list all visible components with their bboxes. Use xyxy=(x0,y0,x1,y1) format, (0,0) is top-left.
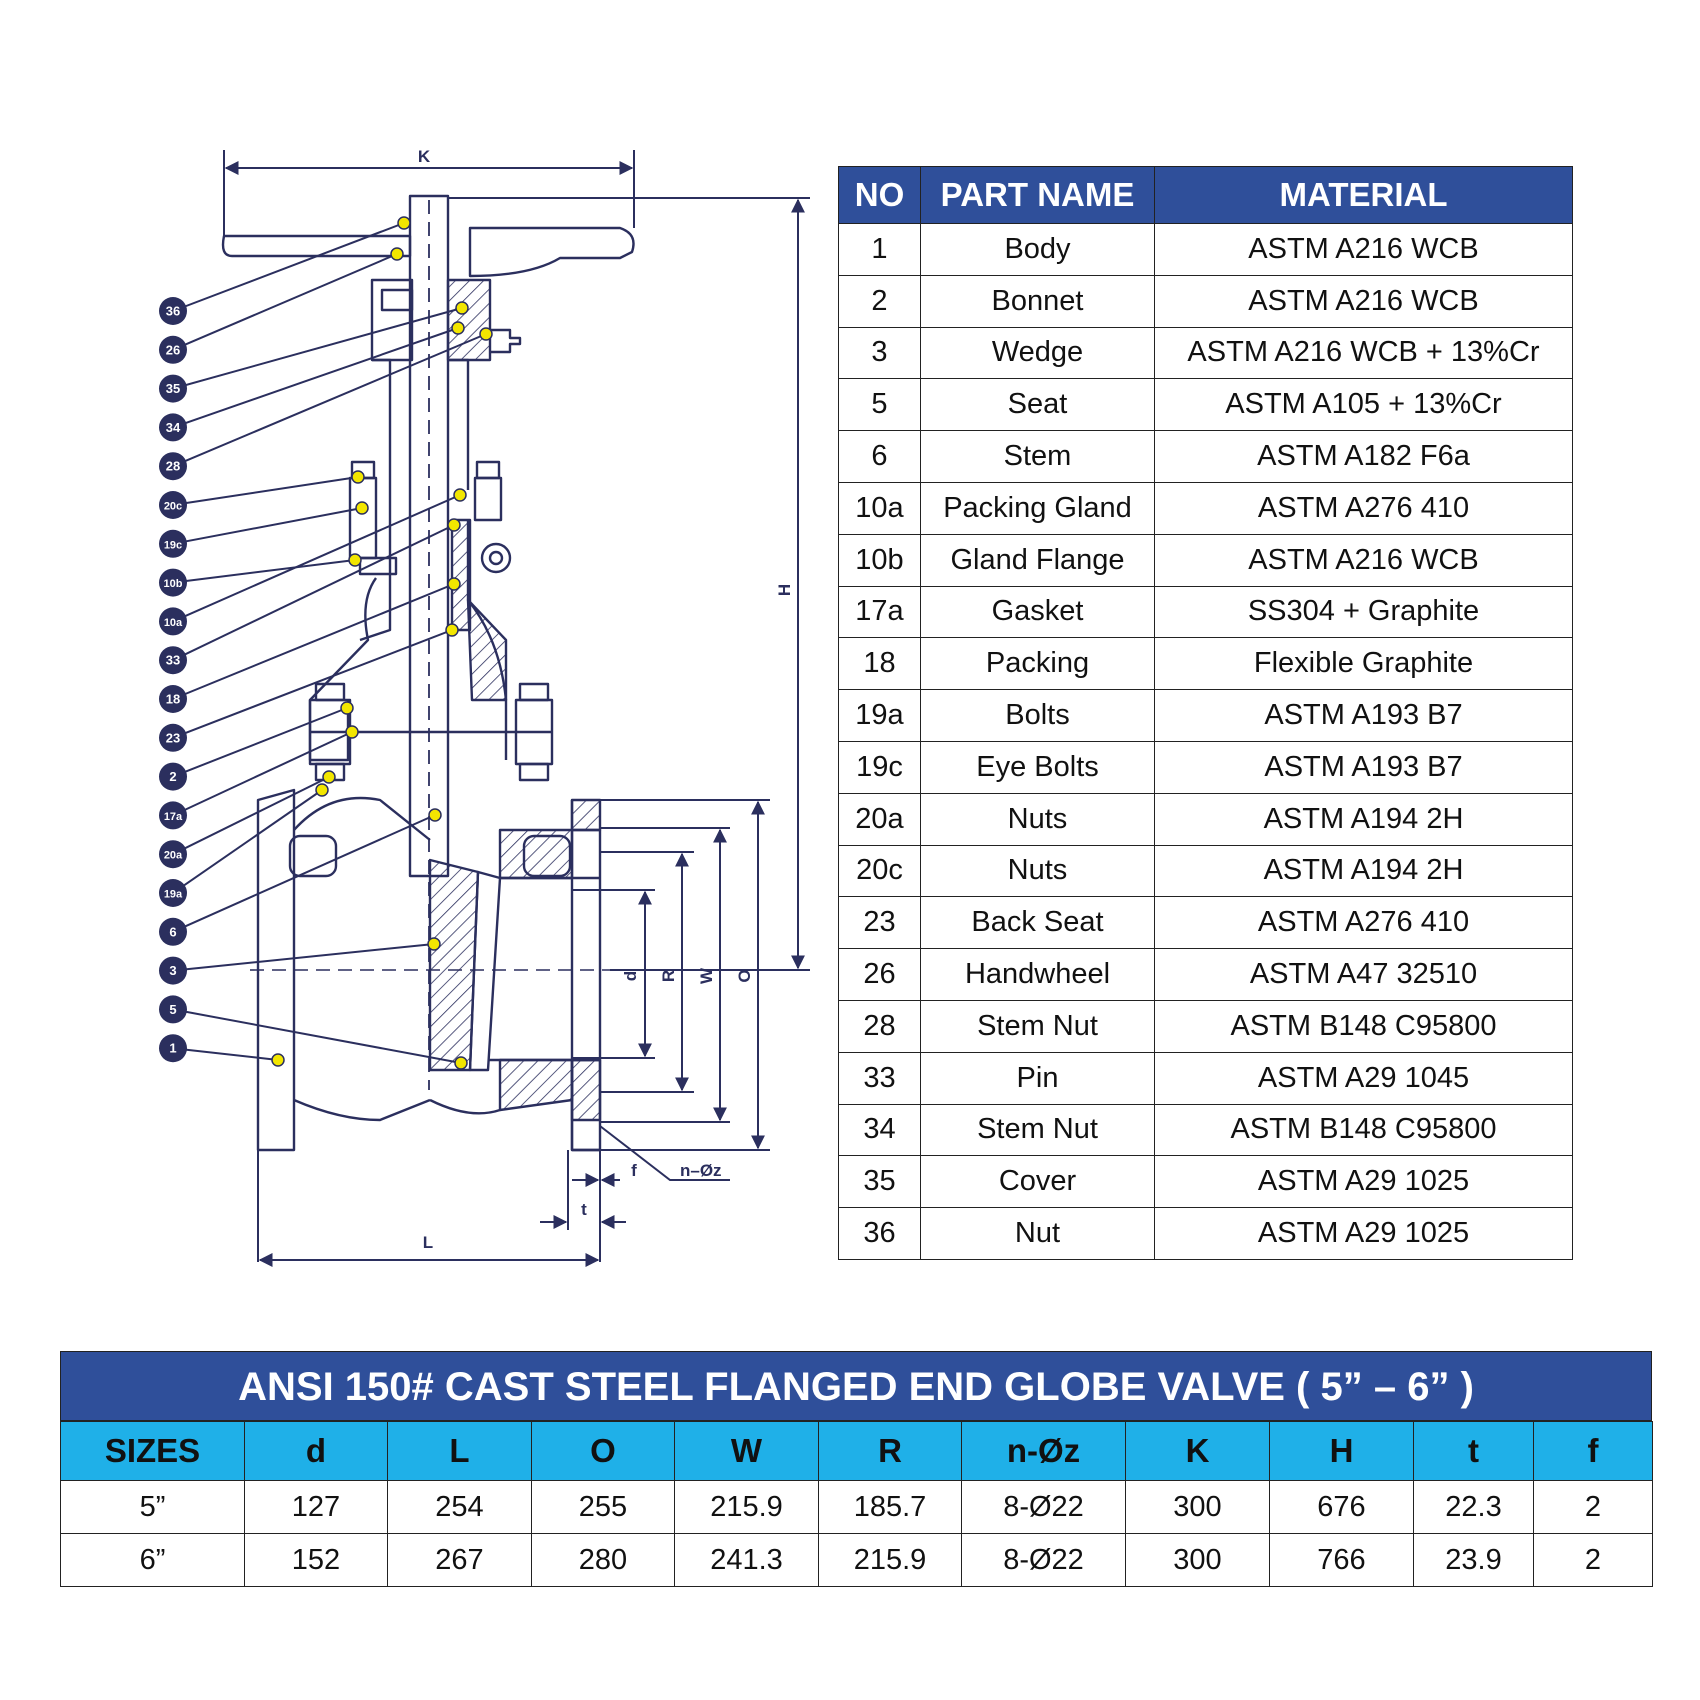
callout-leader xyxy=(173,584,454,699)
part-material: ASTM A216 WCB xyxy=(1155,534,1573,586)
sizes-cell: 127 xyxy=(245,1481,388,1534)
sizes-header-cell: H xyxy=(1270,1422,1414,1481)
sizes-header-cell: d xyxy=(245,1422,388,1481)
part-material: ASTM A182 F6a xyxy=(1155,431,1573,483)
callout-leader xyxy=(173,477,358,505)
sizes-header-cell: W xyxy=(675,1422,819,1481)
sizes-header-cell: K xyxy=(1126,1422,1270,1481)
part-material: ASTM A47 32510 xyxy=(1155,949,1573,1001)
part-name: Handwheel xyxy=(921,949,1155,1001)
part-no: 1 xyxy=(839,224,921,276)
table-row xyxy=(839,1104,1573,1156)
part-name: Gasket xyxy=(921,586,1155,638)
callout-label: 20a xyxy=(163,849,183,862)
part-name: Back Seat xyxy=(921,897,1155,949)
callout-dot xyxy=(452,322,464,334)
callout-label: 19c xyxy=(163,539,183,552)
callout-label: 36 xyxy=(165,303,181,319)
table-row xyxy=(839,690,1573,742)
table-row xyxy=(839,431,1573,483)
part-material: ASTM A29 1045 xyxy=(1155,1052,1573,1104)
callout-leader xyxy=(173,777,329,854)
callout-leader xyxy=(173,708,347,777)
part-name: Stem Nut xyxy=(921,1000,1155,1052)
part-name: Seat xyxy=(921,379,1155,431)
part-no: 10a xyxy=(839,482,921,534)
part-no: 36 xyxy=(839,1208,921,1260)
callout-dot xyxy=(455,1057,467,1069)
callout-label: 19a xyxy=(163,888,183,901)
callout-label: 26 xyxy=(165,342,181,358)
table-row xyxy=(839,1000,1573,1052)
callout-dot xyxy=(352,471,364,483)
table-row xyxy=(839,482,1573,534)
sizes-cell: 8-Ø22 xyxy=(962,1534,1126,1587)
part-material: ASTM A29 1025 xyxy=(1155,1208,1573,1260)
callout-label: 18 xyxy=(165,691,181,707)
part-material: ASTM A105 + 13%Cr xyxy=(1155,379,1573,431)
part-material: ASTM A216 WCB xyxy=(1155,224,1573,276)
dim-label-d: d xyxy=(621,970,640,982)
sizes-cell: 215.9 xyxy=(819,1534,962,1587)
callout-leader xyxy=(173,1048,278,1060)
table-row xyxy=(839,1156,1573,1208)
part-material: ASTM A276 410 xyxy=(1155,482,1573,534)
dim-label-nz: n–Øz xyxy=(680,1161,722,1180)
parts-header-material: MATERIAL xyxy=(1155,167,1573,224)
table-row xyxy=(839,793,1573,845)
callout-label: 6 xyxy=(169,924,177,940)
dim-label-W: W xyxy=(697,967,716,985)
part-material: ASTM B148 C95800 xyxy=(1155,1000,1573,1052)
callout-label: 1 xyxy=(169,1040,177,1056)
callout-leader xyxy=(173,944,434,971)
callout-leader xyxy=(173,815,435,932)
callout-label: 10a xyxy=(163,616,183,629)
sizes-cell: 241.3 xyxy=(675,1534,819,1587)
callout-leader xyxy=(173,334,486,466)
table-row xyxy=(839,845,1573,897)
callout-leader xyxy=(173,495,460,621)
dim-label-t: t xyxy=(581,1200,587,1219)
part-no: 33 xyxy=(839,1052,921,1104)
dim-label-O: O xyxy=(735,969,754,983)
sizes-cell: 255 xyxy=(532,1481,675,1534)
callout-label: 10b xyxy=(163,578,183,591)
sizes-header-cell: L xyxy=(388,1422,532,1481)
sizes-table-title: ANSI 150# CAST STEEL FLANGED END GLOBE VALVE ( 5” – 6” ) xyxy=(60,1351,1652,1421)
part-no: 34 xyxy=(839,1104,921,1156)
part-no: 5 xyxy=(839,379,921,431)
part-name: Stem xyxy=(921,431,1155,483)
part-name: Pin xyxy=(921,1052,1155,1104)
callout-dot xyxy=(480,328,492,340)
table-row xyxy=(839,638,1573,690)
sizes-cell: 300 xyxy=(1126,1534,1270,1587)
table-row xyxy=(839,224,1573,276)
part-no: 20c xyxy=(839,845,921,897)
part-material: ASTM A216 WCB + 13%Cr xyxy=(1155,327,1573,379)
part-material: ASTM A193 B7 xyxy=(1155,741,1573,793)
sizes-cell: 267 xyxy=(388,1534,532,1587)
callout-dot xyxy=(454,489,466,501)
part-material: SS304 + Graphite xyxy=(1155,586,1573,638)
sizes-header-cell: f xyxy=(1534,1422,1653,1481)
callout-dot xyxy=(456,302,468,314)
part-name: Nuts xyxy=(921,845,1155,897)
sizes-cell: 152 xyxy=(245,1534,388,1587)
sizes-cell: 280 xyxy=(532,1534,675,1587)
callout-dot xyxy=(323,771,335,783)
callout-dot xyxy=(398,217,410,229)
sizes-cell: 22.3 xyxy=(1414,1481,1534,1534)
part-no: 3 xyxy=(839,327,921,379)
sizes-cell: 8-Ø22 xyxy=(962,1481,1126,1534)
table-row xyxy=(839,1052,1573,1104)
table-row xyxy=(839,949,1573,1001)
sizes-table-header-row xyxy=(61,1422,1653,1481)
callout-dot xyxy=(272,1054,284,1066)
table-row xyxy=(839,379,1573,431)
part-material: Flexible Graphite xyxy=(1155,638,1573,690)
callout-label: 28 xyxy=(165,458,181,474)
table-row xyxy=(839,741,1573,793)
table-row xyxy=(61,1481,1653,1534)
table-row xyxy=(839,275,1573,327)
part-no: 6 xyxy=(839,431,921,483)
dim-label-R: R xyxy=(659,969,678,983)
part-no: 18 xyxy=(839,638,921,690)
callout-leader xyxy=(173,1009,461,1063)
part-material: ASTM A193 B7 xyxy=(1155,690,1573,742)
callout-dot xyxy=(446,624,458,636)
table-row xyxy=(839,1208,1573,1260)
part-name: Bonnet xyxy=(921,275,1155,327)
table-row xyxy=(61,1534,1653,1587)
part-no: 20a xyxy=(839,793,921,845)
part-no: 28 xyxy=(839,1000,921,1052)
sizes-cell: 2 xyxy=(1534,1534,1653,1587)
callout-label: 34 xyxy=(165,419,181,435)
part-no: 23 xyxy=(839,897,921,949)
callout-leader xyxy=(173,525,454,660)
table-row xyxy=(839,897,1573,949)
part-no: 17a xyxy=(839,586,921,638)
callout-dot xyxy=(356,502,368,514)
table-row xyxy=(839,534,1573,586)
sizes-cell: 254 xyxy=(388,1481,532,1534)
sizes-table-body xyxy=(61,1481,1653,1587)
sizes-header-cell: t xyxy=(1414,1422,1534,1481)
callout-label: 20c xyxy=(163,500,183,513)
part-no: 2 xyxy=(839,275,921,327)
sizes-cell: 2 xyxy=(1534,1481,1653,1534)
dim-label-L: L xyxy=(422,1233,434,1252)
part-name: Body xyxy=(921,224,1155,276)
callout-dot xyxy=(341,702,353,714)
part-name: Nut xyxy=(921,1208,1155,1260)
callout-dot xyxy=(429,809,441,821)
sizes-cell: 300 xyxy=(1126,1481,1270,1534)
part-name: Gland Flange xyxy=(921,534,1155,586)
sizes-header-cell: SIZES xyxy=(61,1422,245,1481)
part-name: Bolts xyxy=(921,690,1155,742)
part-material: ASTM A276 410 xyxy=(1155,897,1573,949)
parts-table-header-row xyxy=(839,167,1573,224)
table-row xyxy=(839,327,1573,379)
sizes-header-cell: O xyxy=(532,1422,675,1481)
callout-label: 3 xyxy=(169,963,177,979)
part-material: ASTM A216 WCB xyxy=(1155,275,1573,327)
part-no: 35 xyxy=(839,1156,921,1208)
part-name: Eye Bolts xyxy=(921,741,1155,793)
part-no: 26 xyxy=(839,949,921,1001)
callout-label: 5 xyxy=(169,1001,177,1017)
part-name: Cover xyxy=(921,1156,1155,1208)
sizes-cell: 766 xyxy=(1270,1534,1414,1587)
sizes-header-cell: n-Øz xyxy=(962,1422,1126,1481)
parts-header-no: NO xyxy=(839,167,921,224)
callout-label: 35 xyxy=(165,381,181,397)
table-row xyxy=(839,586,1573,638)
callout-dot xyxy=(391,248,403,260)
callout-label: 23 xyxy=(165,730,181,746)
parts-header-part-name: PART NAME xyxy=(921,167,1155,224)
part-name: Wedge xyxy=(921,327,1155,379)
callout-leader xyxy=(173,508,362,544)
part-name: Packing xyxy=(921,638,1155,690)
callout-dot xyxy=(448,578,460,590)
callout-dot xyxy=(448,519,460,531)
parts-table xyxy=(838,166,1573,1260)
callout-dot xyxy=(346,726,358,738)
part-no: 19a xyxy=(839,690,921,742)
dim-label-f: f xyxy=(631,1161,637,1180)
callout-label: 17a xyxy=(163,810,183,823)
part-no: 19c xyxy=(839,741,921,793)
callout-label: 33 xyxy=(165,652,181,668)
callout-label: 2 xyxy=(169,769,177,785)
part-name: Packing Gland xyxy=(921,482,1155,534)
sizes-section xyxy=(60,1351,1652,1587)
sizes-cell: 676 xyxy=(1270,1481,1414,1534)
part-material: ASTM A194 2H xyxy=(1155,793,1573,845)
sizes-cell: 5” xyxy=(61,1481,245,1534)
part-material: ASTM B148 C95800 xyxy=(1155,1104,1573,1156)
callout-dot xyxy=(349,554,361,566)
part-material: ASTM A194 2H xyxy=(1155,845,1573,897)
sizes-cell: 23.9 xyxy=(1414,1534,1534,1587)
part-no: 10b xyxy=(839,534,921,586)
dim-label-K: K xyxy=(417,147,431,166)
part-material: ASTM A29 1025 xyxy=(1155,1156,1573,1208)
dim-label-H: H xyxy=(775,583,794,597)
parts-table-body xyxy=(839,224,1573,1260)
sizes-cell: 6” xyxy=(61,1534,245,1587)
sizes-cell: 185.7 xyxy=(819,1481,962,1534)
sizes-header-cell: R xyxy=(819,1422,962,1481)
sizes-table xyxy=(60,1421,1653,1587)
sizes-cell: 215.9 xyxy=(675,1481,819,1534)
part-name: Stem Nut xyxy=(921,1104,1155,1156)
callout-dot xyxy=(428,938,440,950)
callout-leader xyxy=(173,560,355,583)
callout-dot xyxy=(316,784,328,796)
part-name: Nuts xyxy=(921,793,1155,845)
